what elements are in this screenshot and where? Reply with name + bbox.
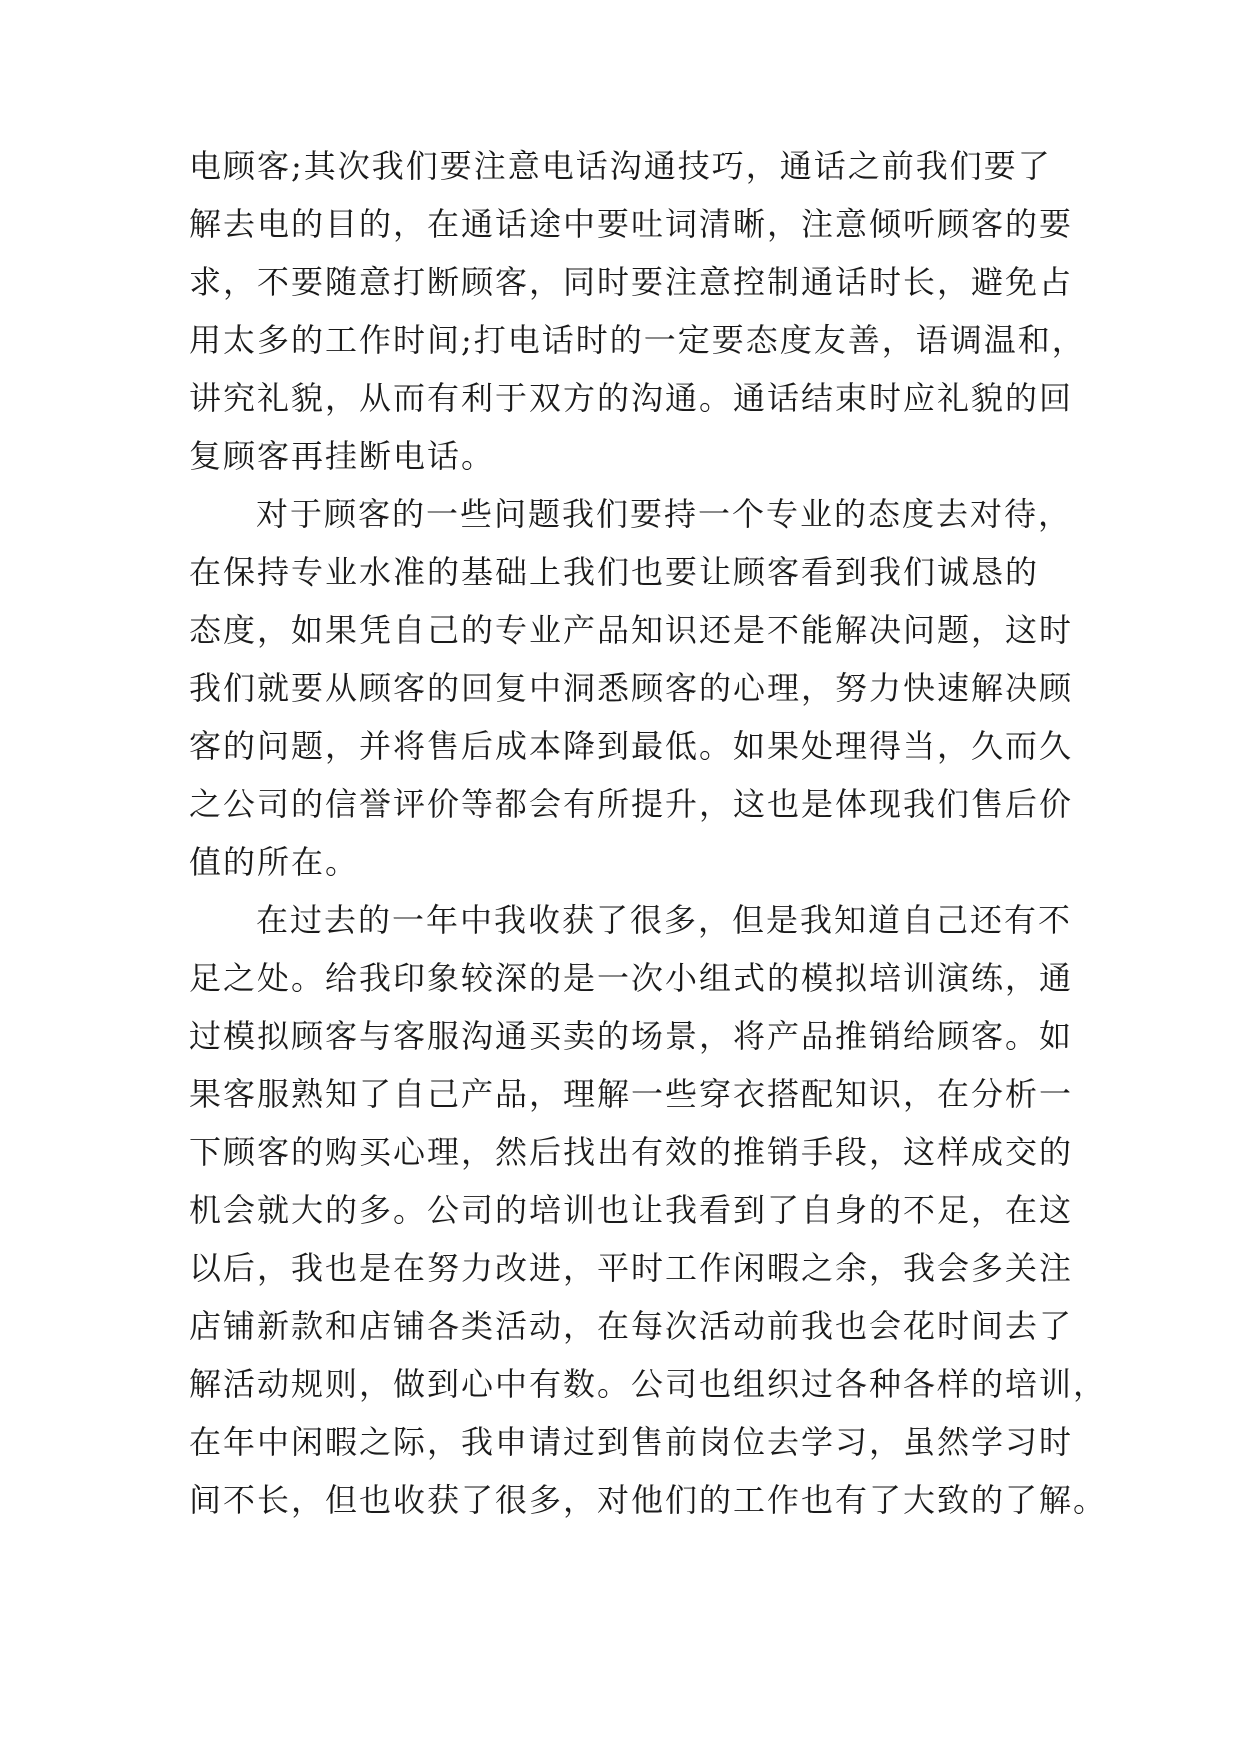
paragraph-3-line-10: 在年中闲暇之际，我申请过到售前岗位去学习，虽然学习时 [189, 1423, 1074, 1461]
paragraph-2-line-7: 值的所在。 [189, 843, 360, 881]
paragraph-1-line-1: 电顾客;其次我们要注意电话沟通技巧，通话之前我们要了 [189, 147, 1052, 185]
paragraph-3-line-3: 过模拟顾客与客服沟通买卖的场景，将产品推销给顾客。如 [189, 1017, 1074, 1055]
paragraph-2-line-5: 客的问题，并将售后成本降到最低。如果处理得当，久而久 [189, 727, 1074, 765]
paragraph-3-line-4: 果客服熟知了自己产品，理解一些穿衣搭配知识，在分析一 [189, 1075, 1074, 1113]
paragraph-2-line-4: 我们就要从顾客的回复中洞悉顾客的心理，努力快速解决顾 [189, 669, 1074, 707]
paragraph-1-line-2: 解去电的目的，在通话途中要吐词清晰，注意倾听顾客的要 [189, 205, 1074, 243]
paragraph-1-line-3: 求，不要随意打断顾客，同时要注意控制通话时长，避免占 [189, 263, 1074, 301]
paragraph-1-line-4: 用太多的工作时间;打电话时的一定要态度友善，语调温和， [189, 321, 1086, 359]
paragraph-2-line-3: 态度，如果凭自己的专业产品知识还是不能解决问题，这时 [189, 611, 1074, 649]
paragraph-3-line-9: 解活动规则，做到心中有数。公司也组织过各种各样的培训， [189, 1365, 1108, 1403]
paragraph-3-line-1: 在过去的一年中我收获了很多，但是我知道自己还有不 [256, 901, 1073, 939]
paragraph-3-line-7: 以后，我也是在努力改进，平时工作闲暇之余，我会多关注 [189, 1249, 1074, 1287]
paragraph-3-line-2: 足之处。给我印象较深的是一次小组式的模拟培训演练，通 [189, 959, 1074, 997]
paragraph-2-line-1: 对于顾客的一些问题我们要持一个专业的态度去对待， [256, 495, 1073, 533]
paragraph-2-line-2: 在保持专业水准的基础上我们也要让顾客看到我们诚恳的 [189, 553, 1040, 591]
paragraph-3-line-6: 机会就大的多。公司的培训也让我看到了自身的不足，在这 [189, 1191, 1074, 1229]
paragraph-1-line-5: 讲究礼貌，从而有利于双方的沟通。通话结束时应礼貌的回 [189, 379, 1074, 417]
paragraph-1-line-6: 复顾客再挂断电话。 [189, 437, 496, 475]
paragraph-2-line-6: 之公司的信誉评价等都会有所提升，这也是体现我们售后价 [189, 785, 1074, 823]
paragraph-3-line-8: 店铺新款和店铺各类活动，在每次活动前我也会花时间去了 [189, 1307, 1074, 1345]
paragraph-3-line-11: 间不长，但也收获了很多，对他们的工作也有了大致的了解。 [189, 1481, 1108, 1519]
paragraph-3-line-5: 下顾客的购买心理，然后找出有效的推销手段，这样成交的 [189, 1133, 1074, 1171]
